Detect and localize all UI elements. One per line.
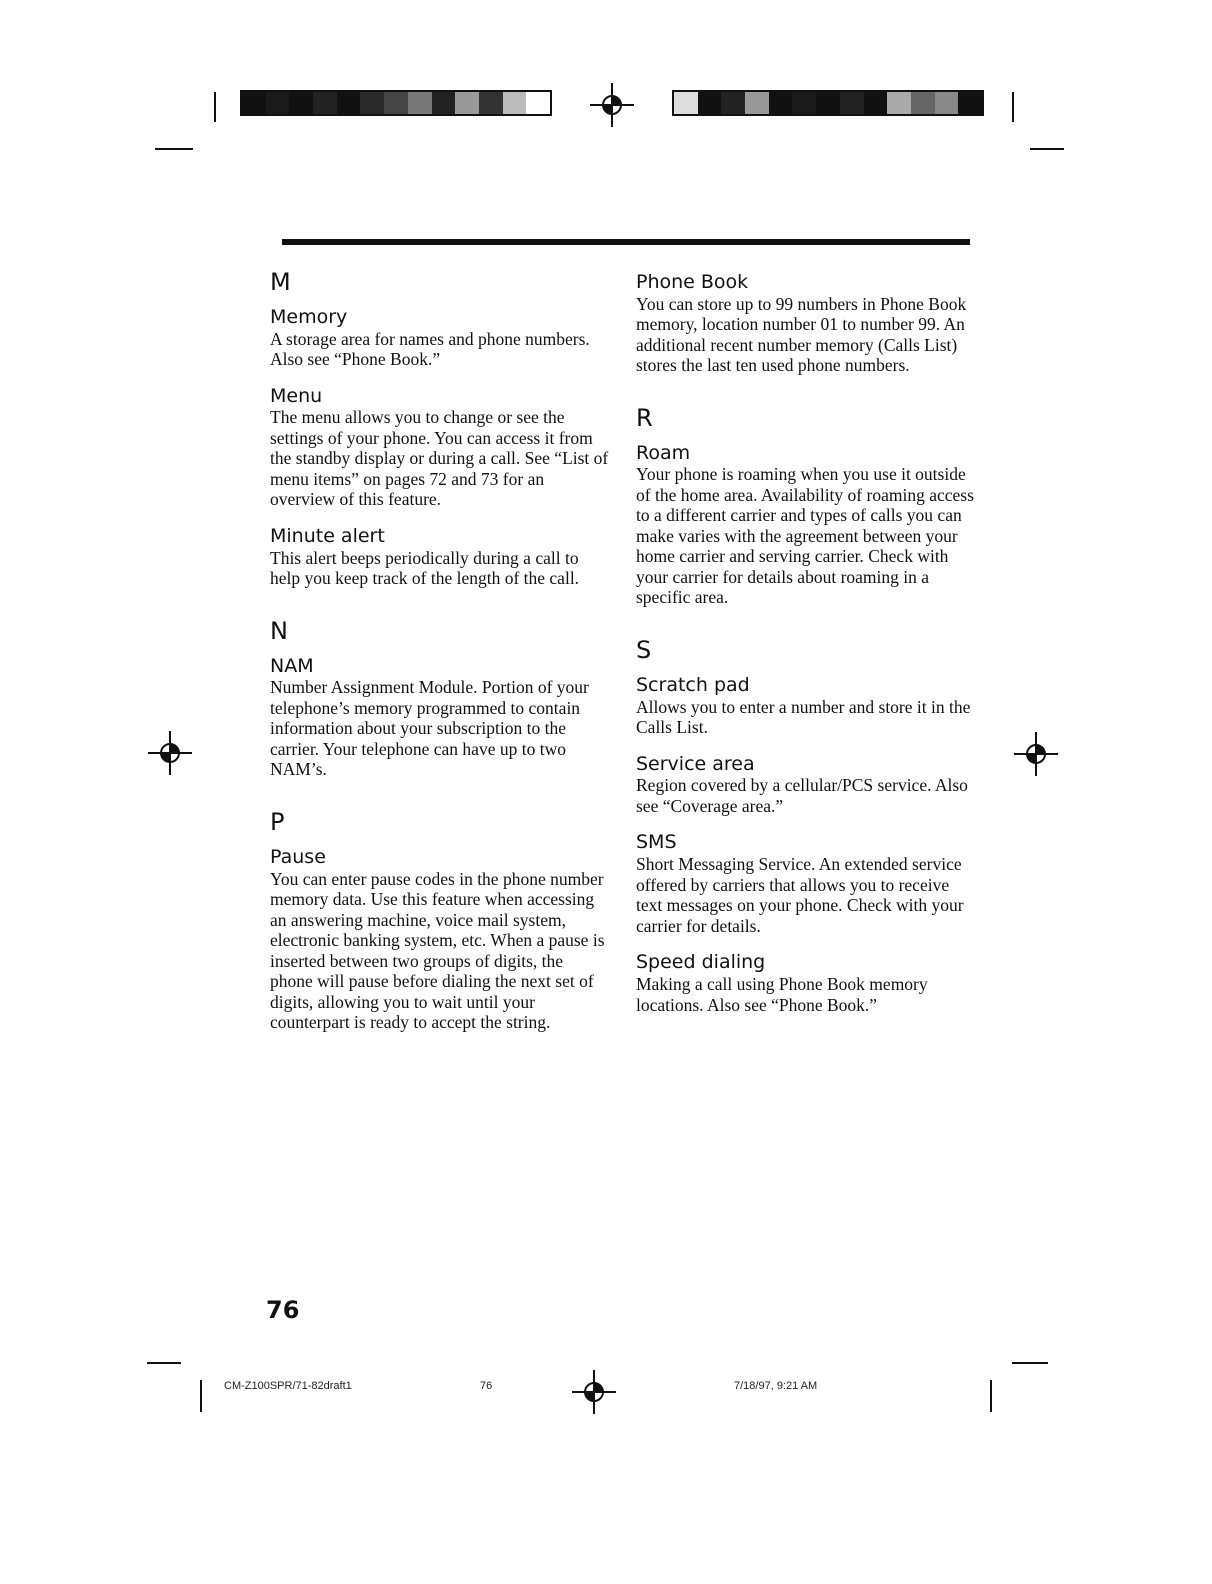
glossary-term: Service area — [636, 752, 755, 775]
glossary-entry-phone-book — [636, 272, 976, 376]
glossary-term: Speed dialing — [636, 951, 766, 974]
glossary-entry-nam — [270, 656, 610, 780]
crop-mark-bottom-left-vertical — [200, 1380, 202, 1412]
glossary-right-column — [636, 272, 976, 1043]
glossary-term: Minute alert — [270, 524, 385, 547]
footer-timestamp: 7/18/97, 9:21 AM — [734, 1380, 818, 1392]
glossary-term: Phone Book — [636, 271, 749, 293]
registration-strip-left — [240, 90, 552, 116]
section-letter: N — [270, 616, 288, 645]
crop-mark-top-right-vertical — [1012, 92, 1014, 122]
footer-file-name: CM-Z100SPR/71-82draft1 — [224, 1380, 352, 1392]
registration-target-icon — [590, 83, 634, 127]
glossary-definition: Number Assignment Module. Portion of your telephone’s memory programmed to contain information about your subscription to the carrier. Your telephone can have up to two NAM’s. — [270, 677, 589, 780]
crop-mark-bottom-right-vertical — [990, 1380, 992, 1412]
section-letter: P — [270, 807, 285, 836]
glossary-term: Menu — [270, 384, 323, 407]
crop-mark-bottom-right-horizontal — [1012, 1362, 1048, 1364]
glossary-definition: The menu allows you to change or see the settings of your phone. You can access it from the standby display or during a call. See “List of menu items” on pages 72 and 73 for an overview of this feature. — [270, 407, 609, 510]
glossary-term: Roam — [636, 441, 691, 464]
section-letter: M — [270, 268, 291, 296]
glossary-term: Pause — [270, 845, 326, 868]
crop-mark-top-left-vertical — [214, 92, 216, 122]
glossary-definition: You can store up to 99 numbers in Phone Book memory, location number 01 to number 99. An additional recent number memory (Calls List) stores the last ten used phone numbers. — [636, 293, 967, 376]
glossary-section-p — [270, 808, 610, 1033]
glossary-definition: Making a call using Phone Book memory locations. Also see “Phone Book.” — [636, 974, 928, 1015]
glossary-left-column — [270, 268, 610, 1061]
crop-mark-top-left-horizontal — [155, 148, 193, 150]
footer-page: 76 — [480, 1380, 493, 1392]
crop-mark-bottom-left-horizontal — [147, 1362, 181, 1364]
glossary-definition: Short Messaging Service. An extended service offered by carriers that allows you to receive text messages on your phone. Check with your carrier for details. — [636, 854, 964, 936]
crop-mark-top-right-horizontal — [1030, 148, 1064, 150]
glossary-term: Scratch pad — [636, 673, 750, 696]
glossary-entry-service-area — [636, 754, 976, 817]
glossary-section-p-continued — [636, 272, 976, 376]
glossary-section-m — [270, 268, 610, 589]
glossary-section-n — [270, 617, 610, 780]
glossary-definition: Your phone is roaming when you use it outside of the home area. Availability of roaming access to a different carrier and types of calls you can make varies with the agreement between your home carrier and serving carrier. Check with your carrier for details about roaming in a specific area. — [636, 464, 974, 608]
glossary-definition: Allows you to enter a number and store it in the Calls List. — [636, 696, 971, 738]
glossary-term: NAM — [270, 654, 314, 677]
glossary-entry-scratch-pad — [636, 675, 976, 738]
glossary-entry-memory — [270, 307, 610, 370]
glossary-definition: You can enter pause codes in the phone number memory data. Use this feature when accessing an answering machine, voice mail system, electronic banking system, etc. When a pause is inserted between two groups of digits, the phone will pause before dialing the next set of digits, allowing you to wait until your counterpart is ready to accept the string. — [270, 868, 605, 1033]
registration-target-icon — [148, 731, 192, 775]
glossary-term: Memory — [270, 305, 348, 328]
glossary-entry-speed-dialing — [636, 952, 976, 1015]
glossary-definition: A storage area for names and phone numbers. Also see “Phone Book.” — [270, 328, 590, 370]
page-number: 76 — [266, 1296, 300, 1324]
glossary-entry-menu — [270, 386, 610, 510]
registration-target-icon — [572, 1370, 616, 1414]
glossary-definition: Region covered by a cellular/PCS service. Also see “Coverage area.” — [636, 775, 968, 816]
glossary-definition: This alert beeps periodically during a call to help you keep track of the length of the call. — [270, 547, 580, 589]
registration-target-icon — [1014, 732, 1058, 776]
glossary-term: SMS — [636, 831, 677, 854]
section-letter: R — [636, 403, 653, 432]
registration-strip-right — [672, 90, 984, 116]
glossary-entry-minute-alert — [270, 526, 610, 589]
header-rule — [282, 239, 970, 245]
glossary-entry-roam — [636, 443, 976, 608]
glossary-section-s — [636, 636, 976, 1015]
section-letter: S — [636, 635, 652, 664]
glossary-section-r — [636, 404, 976, 608]
glossary-entry-sms — [636, 832, 976, 936]
glossary-entry-pause — [270, 847, 610, 1033]
